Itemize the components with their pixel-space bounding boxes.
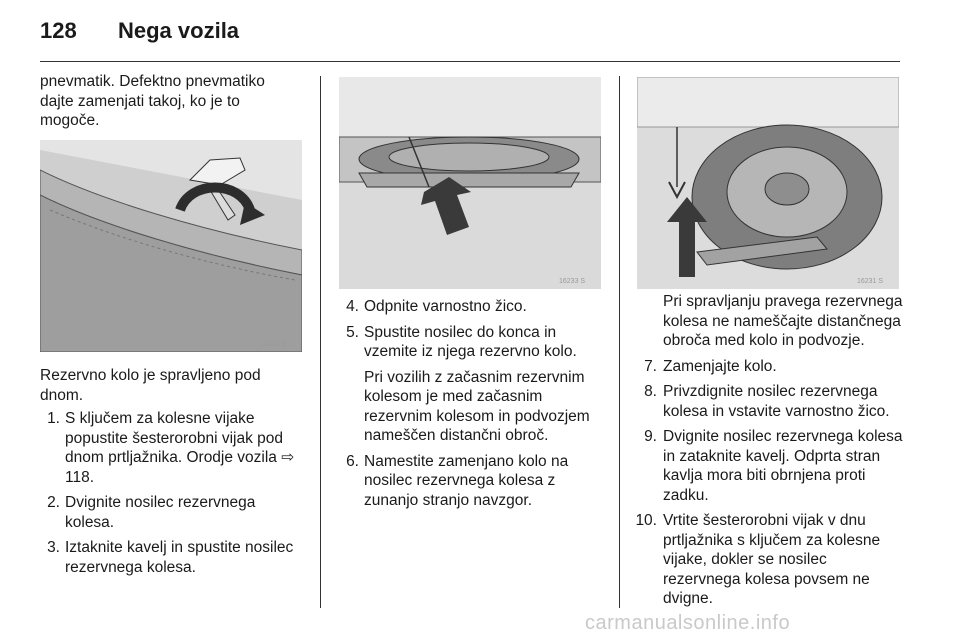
- page-number: 128: [40, 18, 77, 43]
- step-number: 7.: [644, 357, 657, 375]
- bumper-wrench-drawing: [40, 140, 302, 352]
- watermark: carmanualsonline.info: [585, 612, 791, 634]
- step-item: [40, 409, 302, 487]
- step-text: Dvignite nosilec rezervnega kolesa.: [65, 494, 256, 531]
- column-3-text: [621, 292, 903, 615]
- bumper-wrench-illustration: [40, 140, 302, 352]
- intro-paragraph: pnevmatik. Defektno pnevmatiko dajte zamenjati takoj, ko je to mogoče.: [40, 73, 265, 129]
- step-number: 4.: [346, 298, 359, 315]
- step-text: Vrtite šesterorobni vijak v dnu prtljažnika s ključem za kolesne vijake, dokler se nosilec rezervnega kolesa povsem ne dvigne.: [663, 512, 881, 607]
- step-text: S ključem za kolesne vijake popustite šesterorobni vijak pod dnom prtljažnika. Orodje vozila: [65, 410, 283, 466]
- step-item: [40, 538, 302, 577]
- header-divider: [40, 61, 900, 62]
- step-text: Spustite nosilec do konca in vzemite iz njega rezervno kolo.: [364, 323, 577, 360]
- step-number: 10.: [635, 512, 657, 529]
- step-text: Dvignite nosilec rezervnega kolesa in zataknite kavelj. Odprta stran kavlja mora biti obrnjena proti zadku.: [663, 428, 903, 504]
- column-2-text: [339, 297, 601, 516]
- spare-wheel-paragraph: Rezervno kolo je spravljeno pod dnom.: [40, 367, 261, 404]
- step-number: 2.: [47, 494, 60, 511]
- figure-code: 16231 S: [857, 278, 884, 285]
- spare-wheel-hook-illustration: [637, 77, 899, 289]
- step-text: Namestite zamenjano kolo na nosilec rezervnega kolesa z zunanjo stranjo navzgor.: [364, 452, 569, 509]
- figure-code: 16233 S: [559, 278, 586, 285]
- step-number: 6.: [346, 452, 359, 470]
- step-item: [621, 511, 903, 609]
- step-text: Iztaknite kavelj in spustite nosilec rezervnega kolesa.: [65, 539, 294, 576]
- column-divider-2: [619, 76, 620, 608]
- carrier-drawing: [339, 77, 601, 289]
- step-number: 9.: [644, 428, 657, 445]
- step-text: Zamenjajte kolo.: [663, 357, 777, 375]
- page-title: Nega vozila: [118, 18, 240, 43]
- step-number: 8.: [644, 383, 657, 400]
- figure-code: 16232 S: [260, 341, 287, 348]
- steps-list-3: [621, 357, 903, 609]
- page-header: [40, 18, 900, 58]
- step-number: 1.: [47, 410, 60, 427]
- step-item: [40, 493, 302, 532]
- step-item: [339, 452, 601, 511]
- steps-list-2: [339, 297, 601, 510]
- step-text: Privzdignite nosilec rezervnega kolesa in vstavite varnostno žico.: [663, 383, 890, 420]
- step-number: 5.: [346, 323, 359, 341]
- step-text: Odpnite varnostno žico.: [364, 298, 527, 315]
- step-item: [339, 323, 601, 446]
- spare-wheel-carrier-illustration: [339, 77, 601, 289]
- hook-drawing: [637, 77, 899, 289]
- step-item: [621, 427, 903, 505]
- step-number: 3.: [47, 539, 60, 556]
- step-item: [621, 382, 903, 421]
- page-reference-link[interactable]: ⇨ 118.: [65, 449, 295, 486]
- column-1-lower: [40, 366, 302, 583]
- column-1: [40, 72, 302, 131]
- caution-note: Pri spravljanju pravega rezervnega kolesa ne nameščajte distančnega obroča med kolo in podvozje.: [663, 293, 903, 349]
- step-item: [621, 357, 903, 377]
- step-note: Pri vozilih z začasnim rezervnim kolesom je med začasnim rezervnim kolesom in podvozjem nameščen distančni obroč.: [364, 368, 590, 444]
- steps-list-1: [40, 409, 302, 577]
- step-item: [339, 297, 601, 317]
- column-divider-1: [320, 76, 321, 608]
